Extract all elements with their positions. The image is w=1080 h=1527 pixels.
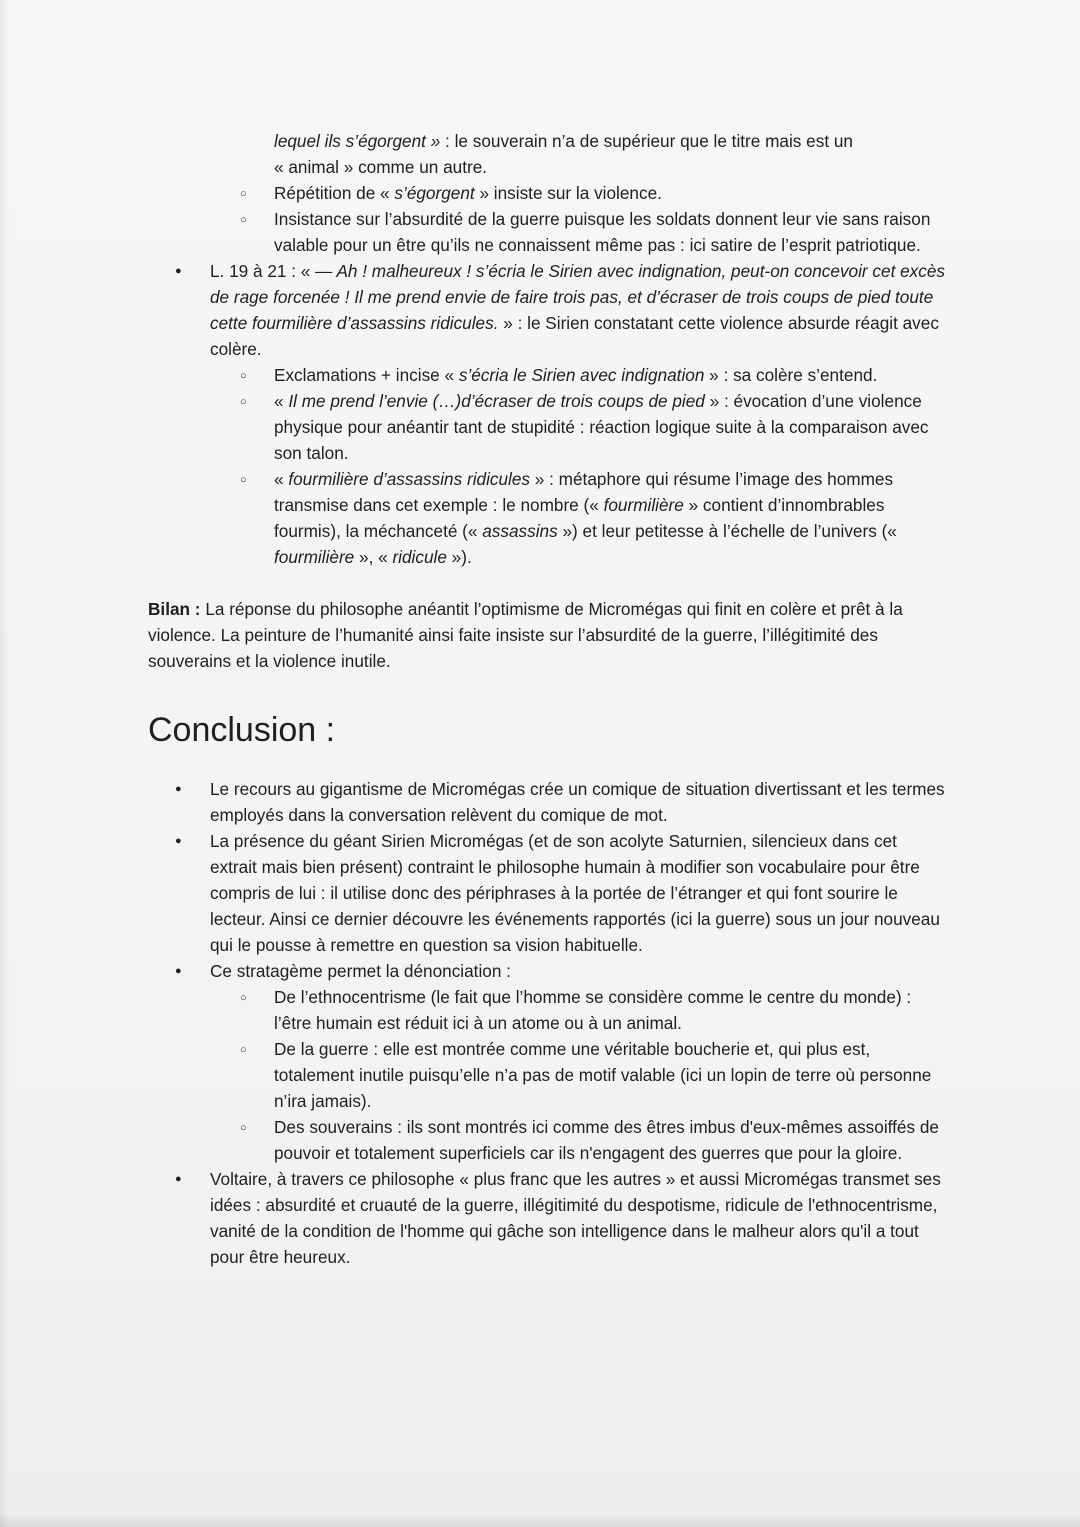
bilan-text: La réponse du philosophe anéantit l’optimisme de Micromégas qui finit en colère et prêt à la violence. La peinture de l’humanité ainsi faite insiste sur l’absurdité de la guerre, l’illégitimité des souverains et la violence inutile.	[148, 599, 903, 671]
l19-sub-item: ○ Exclamations + incise « s’écria le Sirien avec indignation » : sa colère s’entend.	[210, 362, 948, 388]
conclusion-sub-list	[210, 984, 948, 1166]
conclusion-bullet-text: ● Voltaire, à travers ce philosophe « plus franc que les autres » et aussi Micromégas transmet ses idées : absurdité et cruauté de la guerre, illégitimité du despotisme, ridicule de l'ethnocentrisme, vanité de la condition de l'homme qui gâche son intelligence dans le malheur alors qu'il a tout pour être heureux.	[210, 1169, 941, 1267]
continued-paragraph	[148, 128, 948, 180]
bilan-label: Bilan :	[148, 599, 201, 619]
conclusion-bullet-text: ● Ce stratagème permet la dénonciation :	[210, 961, 511, 981]
continuation-list	[148, 180, 948, 258]
conclusion-heading: Conclusion :	[148, 711, 336, 749]
scan-shadow-left	[0, 0, 10, 1527]
bullet-l19-21	[148, 258, 948, 570]
continuation-sub-item: ○ Insistance sur l’absurdité de la guerre puisque les soldats donnent leur vie sans raison valable pour un être qu’ils ne connaissent même pas : ici satire de l’esprit patriotique.	[210, 206, 948, 258]
continued-line-1: lequel ils s’égorgent » : le souverain n’a de supérieur que le titre mais est un	[274, 131, 853, 151]
conclusion-list	[148, 776, 948, 1270]
scan-shadow-bottom	[0, 1513, 1080, 1527]
continuation-sub-item: ○ Répétition de « s’égorgent » insiste sur la violence.	[210, 180, 948, 206]
l19-sub-item: ○ « fourmilière d’assassins ridicules » : métaphore qui résume l’image des hommes transmise dans cet exemple : le nombre (« fourmilière » contient d’innombrables fourmis), la méchanceté (« assassins ») et leur petitesse à l’échelle de l’univers (« fourmilière », « ridicule »).	[210, 466, 948, 570]
analysis-list	[148, 258, 948, 570]
conclusion-bullet-text: ● La présence du géant Sirien Micromégas (et de son acolyte Saturnien, silencieux dans cet extrait mais bien présent) contraint le philosophe humain à modifier son vocabulaire pour être compris de lui : il utilise donc des périphrases à la portée de l’étranger et qui font sourire le lecteur. Ainsi ce dernier découvre les événements rapportés (ici la guerre) sous un jour nouveau qui le pousse à remettre en question sa vision habituelle.	[210, 831, 940, 955]
conclusion-sub-item: ○ Des souverains : ils sont montrés ici comme des êtres imbus d'eux-mêmes assoiffés de pouvoir et totalement superficiels car ils n'engagent des guerres que pour la gloire.	[210, 1114, 948, 1166]
conclusion-bullet	[148, 958, 948, 1166]
conclusion-bullet	[148, 1166, 948, 1270]
bilan-paragraph	[148, 596, 948, 674]
bullet-l19-21-text: ● L. 19 à 21 : « — Ah ! malheureux ! s’écria le Sirien avec indignation, peut-on concevoir cet excès de rage forcenée ! Il me prend envie de faire trois pas, et d’écraser de trois coups de pied toute cette fourmilière d’assassins ridicules. » : le Sirien constatant cette violence absurde réagit avec colère.	[210, 261, 946, 359]
document-body	[148, 128, 948, 1270]
conclusion-bullet	[148, 828, 948, 958]
continuation-sub-list	[210, 180, 948, 258]
bullet-l19-21-sub-list	[210, 362, 948, 570]
conclusion-bullet-text: ● Le recours au gigantisme de Micromégas crée un comique de situation divertissant et les termes employés dans la conversation relèvent du comique de mot.	[210, 779, 945, 825]
conclusion-bullet	[148, 776, 948, 828]
conclusion-sub-item: ○ De la guerre : elle est montrée comme une véritable boucherie et, qui plus est, totalement inutile puisqu’elle n’a pas de motif valable (ici un lopin de terre où personne n’ira jamais).	[210, 1036, 948, 1114]
continuation-wrapper	[148, 180, 948, 258]
conclusion-sub-item: ○ De l’ethnocentrisme (le fait que l’homme se considère comme le centre du monde) : l’être humain est réduit ici à un atome ou à un animal.	[210, 984, 948, 1036]
l19-sub-item: ○ « Il me prend l’envie (…)d’écraser de trois coups de pied » : évocation d’une violence physique pour anéantir tant de stupidité : réaction logique suite à la comparaison avec son talon.	[210, 388, 948, 466]
continued-line-2: « animal » comme un autre.	[274, 157, 488, 177]
